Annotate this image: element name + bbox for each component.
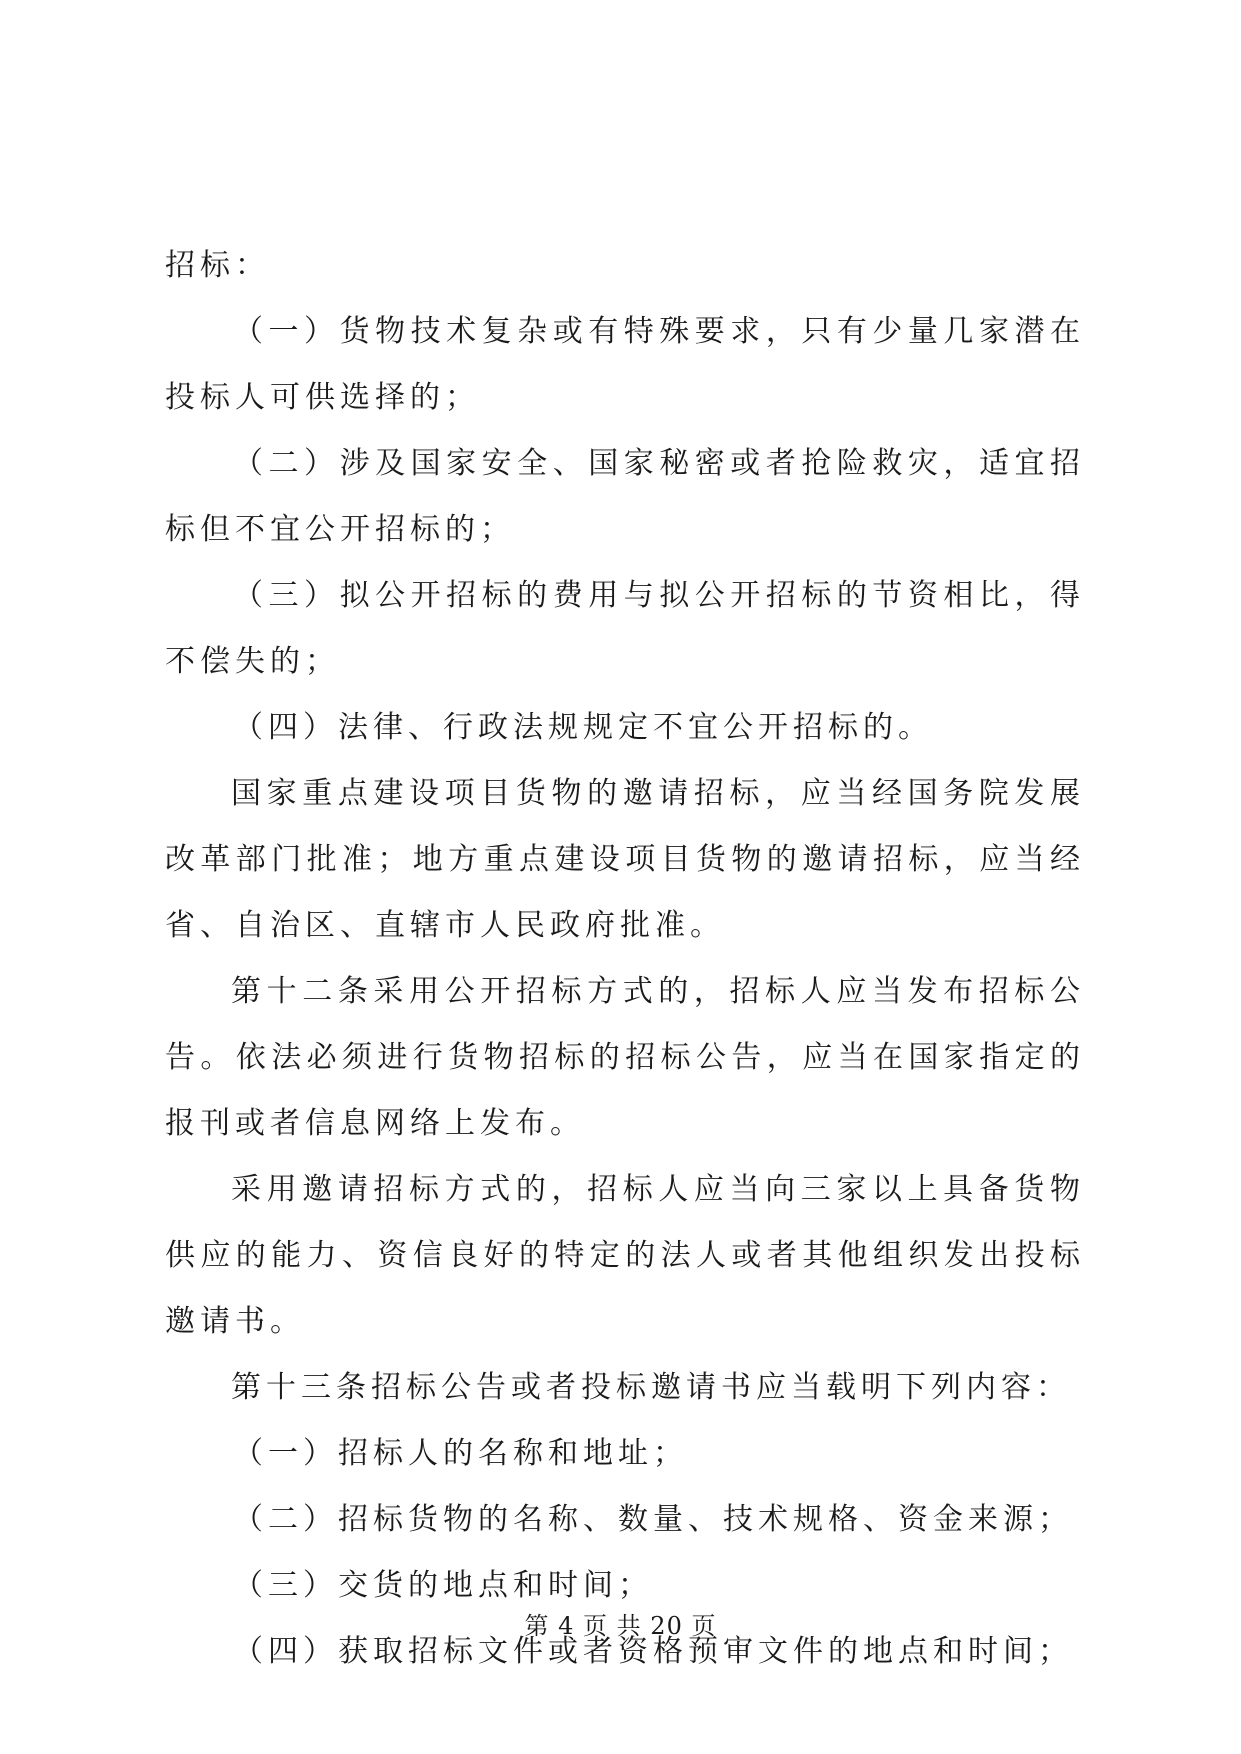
document-body <box>165 233 1085 1685</box>
list-item: （一）招标人的名称和地址； <box>233 1436 688 1471</box>
paragraph: 第十三条招标公告或者投标邀请书应当载明下列内容： <box>231 1370 1071 1405</box>
list-item: （一）货物技术复杂或有特殊要求，只有少量几家潜在投标人可供选择的； <box>165 314 1085 415</box>
list-item: （三）拟公开招标的费用与拟公开招标的节资相比，得不偿失的； <box>165 578 1085 679</box>
list-item: （四）获取招标文件或者资格预审文件的地点和时间； <box>233 1634 1073 1669</box>
paragraph: 采用邀请招标方式的，招标人应当向三家以上具备货物供应的能力、资信良好的特定的法人或者其他组织发出投标邀请书。 <box>165 1172 1085 1339</box>
paragraph: 招标： <box>165 248 270 283</box>
paragraph: 国家重点建设项目货物的邀请招标，应当经国务院发展改革部门批准；地方重点建设项目货物的邀请招标，应当经省、自治区、直辖市人民政府批准。 <box>165 776 1085 943</box>
list-item: （二）涉及国家安全、国家秘密或者抢险救灾，适宜招标但不宜公开招标的； <box>165 446 1085 547</box>
paragraph: 第十二条采用公开招标方式的，招标人应当发布招标公告。依法必须进行货物招标的招标公告，应当在国家指定的报刊或者信息网络上发布。 <box>165 974 1085 1141</box>
list-item: （三）交货的地点和时间； <box>233 1568 653 1603</box>
list-item: （二）招标货物的名称、数量、技术规格、资金来源； <box>233 1502 1073 1537</box>
page-footer: 第 4 页 共 20 页 <box>524 1612 717 1640</box>
list-item: （四）法律、行政法规规定不宜公开招标的。 <box>233 710 933 745</box>
